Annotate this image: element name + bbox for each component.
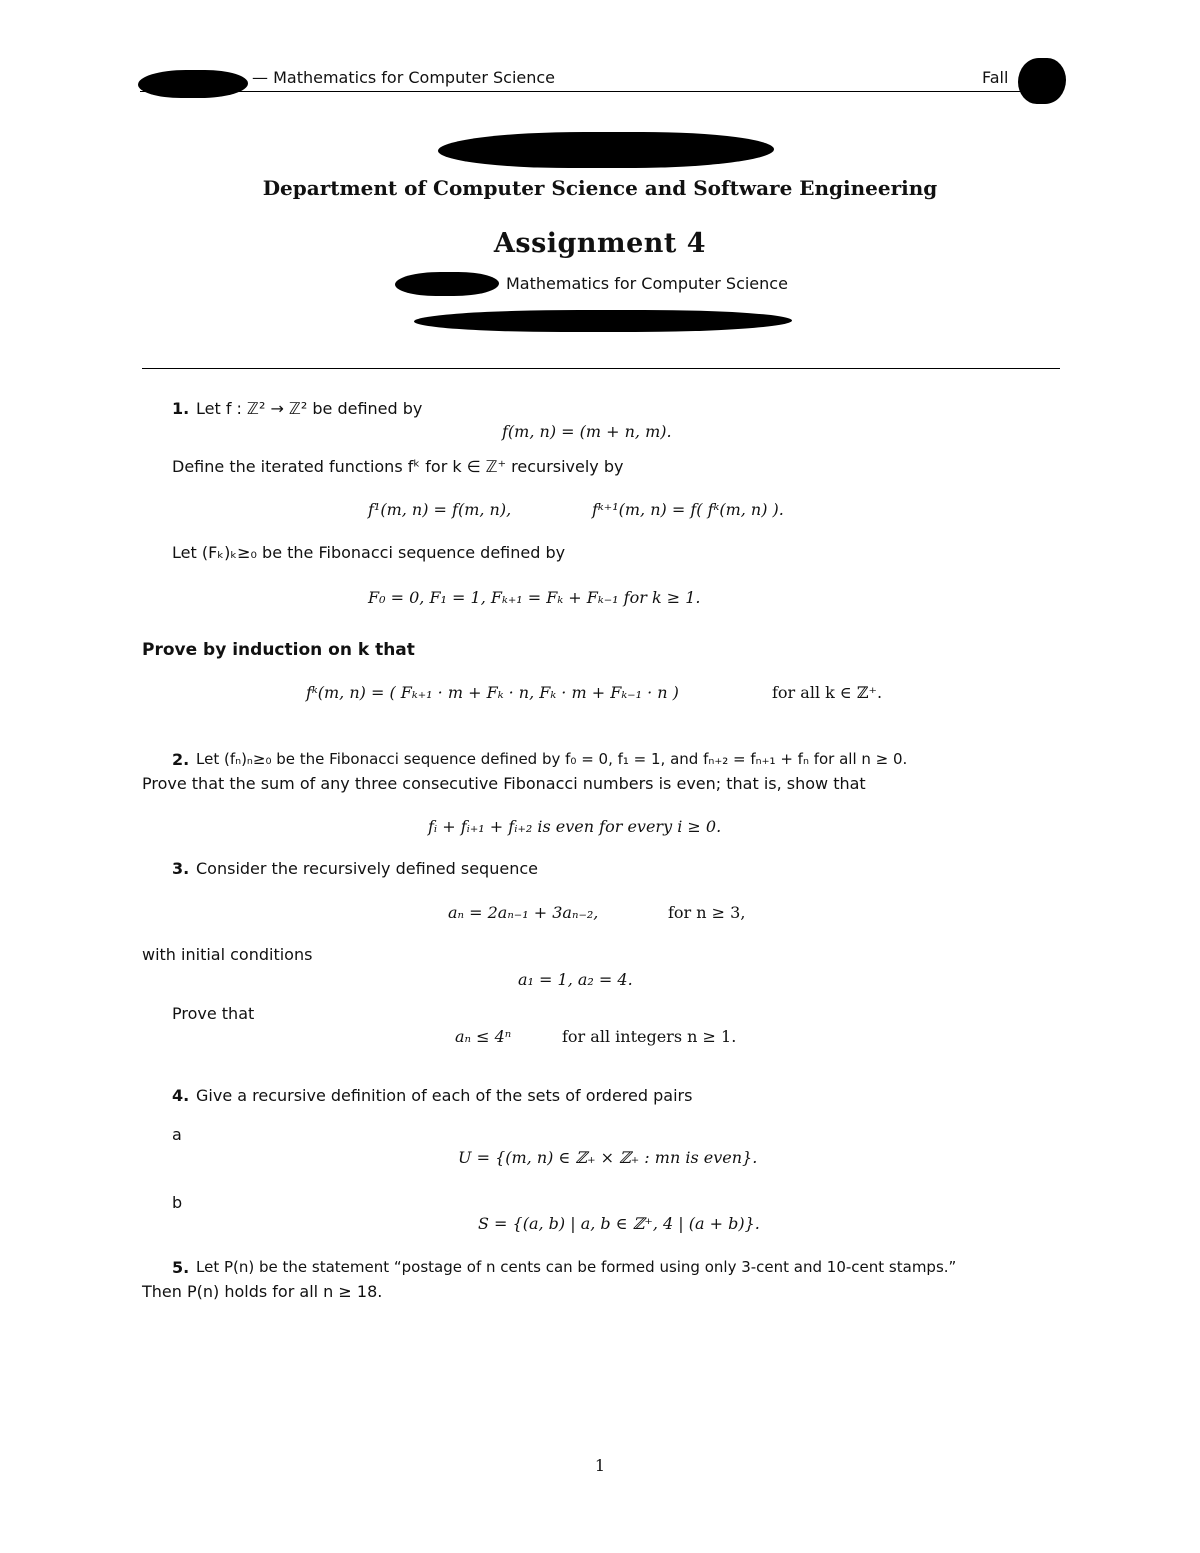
problem-3-intro: Consider the recursively defined sequence: [196, 859, 538, 878]
problem-1-intro: Let f : ℤ² → ℤ² be defined by: [196, 399, 423, 418]
department-heading: Department of Computer Science and Software Engineering: [262, 176, 938, 200]
problem-1-prove: Prove by induction on k that: [142, 640, 415, 660]
problem-3-eq1a: aₙ = 2aₙ₋₁ + 3aₙ₋₂,: [448, 903, 599, 922]
redacted-course-code-2: [395, 272, 499, 296]
problem-2-line1: Let (fₙ)ₙ≥₀ be the Fibonacci sequence defined by f₀ = 0, f₁ = 1, and fₙ₊₂ = fₙ₊₁ + fₙ for all n ≥ 0.: [196, 750, 908, 768]
problem-1-eq3: F₀ = 0, F₁ = 1, Fₖ₊₁ = Fₖ + Fₖ₋₁ for k ≥ 1.: [368, 588, 701, 607]
page-number: 1: [594, 1456, 606, 1475]
problem-5-number: 5.: [172, 1258, 190, 1277]
problem-4-b-label: b: [172, 1193, 183, 1212]
problem-2-line2: Prove that the sum of any three consecutive Fibonacci numbers is even; that is, show that: [142, 774, 866, 793]
problem-3-eq3b: for all integers n ≥ 1.: [562, 1027, 737, 1046]
redacted-university: [438, 132, 774, 168]
problem-1-eq2b: fᵏ⁺¹(m, n) = f( fᵏ(m, n) ).: [592, 500, 784, 519]
redacted-submission-date: [414, 310, 792, 332]
problem-3-eq2: a₁ = 1, a₂ = 4.: [518, 970, 633, 989]
course-line: Mathematics for Computer Science: [506, 274, 788, 293]
problem-3-eq1b: for n ≥ 3,: [668, 903, 746, 922]
assignment-title: Assignment 4: [493, 228, 707, 259]
problem-3-number: 3.: [172, 859, 190, 878]
title-rule: [142, 368, 1060, 369]
problem-3-init: with initial conditions: [142, 945, 313, 964]
problem-1-eq4b: for all k ∈ ℤ⁺.: [772, 683, 883, 702]
redacted-year: [1018, 58, 1066, 104]
problem-1-eq4a: fᵏ(m, n) = ( Fₖ₊₁ · m + Fₖ · n, Fₖ · m + Fₖ₋₁ · n ): [306, 683, 679, 702]
problem-3-eq3a: aₙ ≤ 4ⁿ: [455, 1027, 512, 1046]
problem-1-define: Define the iterated functions fᵏ for k ∈ ℤ⁺ recursively by: [172, 457, 624, 476]
problem-1-eq2a: f¹(m, n) = f(m, n),: [368, 500, 512, 519]
problem-3-prove: Prove that: [172, 1004, 255, 1023]
problem-1-number: 1.: [172, 399, 190, 418]
redacted-course-code: [138, 70, 248, 98]
problem-2-number: 2.: [172, 750, 190, 769]
header-course-title: — Mathematics for Computer Science: [252, 68, 556, 87]
problem-2-eq: fᵢ + fᵢ₊₁ + fᵢ₊₂ is even for every i ≥ 0.: [428, 817, 722, 836]
header-rule: [140, 91, 1060, 92]
problem-5-line2: Then P(n) holds for all n ≥ 18.: [142, 1282, 383, 1301]
problem-5-line1: Let P(n) be the statement “postage of n cents can be formed using only 3-cent and 10-cent stamps.”: [196, 1258, 957, 1276]
problem-1-eq1: f(m, n) = (m + n, m).: [502, 422, 672, 441]
problem-1-fib-intro: Let (Fₖ)ₖ≥₀ be the Fibonacci sequence defined by: [172, 543, 566, 562]
problem-4-intro: Give a recursive definition of each of the sets of ordered pairs: [196, 1086, 693, 1105]
problem-4-b-eq: S = {(a, b) | a, b ∈ ℤ⁺, 4 | (a + b)}.: [478, 1214, 760, 1233]
header-term: Fall: [982, 68, 1009, 87]
problem-4-number: 4.: [172, 1086, 190, 1105]
problem-4-a-label: a: [172, 1125, 182, 1144]
problem-4-a-eq: U = {(m, n) ∈ ℤ₊ × ℤ₊ : mn is even}.: [458, 1148, 758, 1167]
